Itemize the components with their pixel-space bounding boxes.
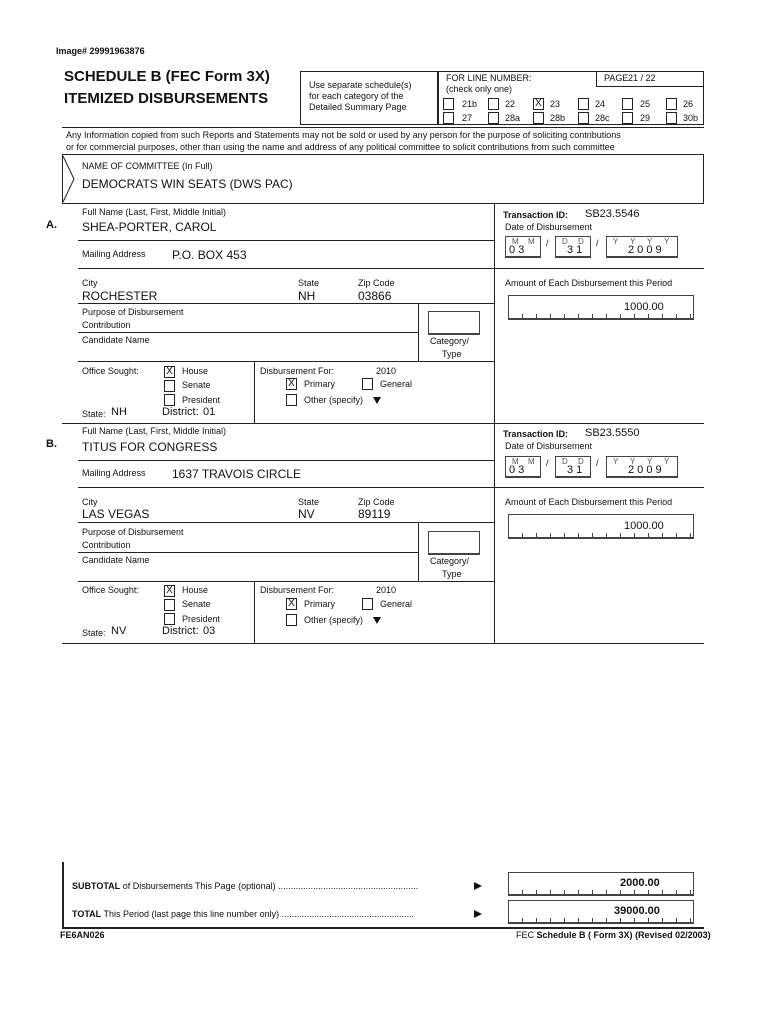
- instruction-line-3: Detailed Summary Page: [309, 102, 407, 112]
- date-year: 2 0 0 9: [628, 244, 662, 256]
- subtotal-value: 2000.00: [620, 877, 660, 889]
- senate-checkbox[interactable]: [164, 599, 175, 611]
- transaction-id-label: Transaction ID:: [503, 429, 569, 439]
- total-arrow-icon: [474, 910, 482, 918]
- instruction-line-2: for each category of the: [309, 91, 404, 101]
- totals-bottom-rule: [62, 927, 704, 929]
- amount-value: 1000.00: [624, 301, 664, 313]
- divider: [254, 581, 255, 643]
- subtotal-label: SUBTOTAL: [72, 881, 121, 891]
- total-value: 39000.00: [614, 905, 660, 917]
- president-label: President: [182, 395, 221, 405]
- line-27-checkbox[interactable]: [443, 112, 454, 124]
- primary-checkbox[interactable]: [286, 378, 297, 390]
- line-22-checkbox[interactable]: [488, 98, 499, 110]
- dropdown-triangle-icon[interactable]: [373, 397, 381, 404]
- rule: [78, 303, 494, 304]
- day-marker: D: [562, 457, 568, 466]
- general-label: General: [380, 599, 413, 609]
- year-marker: Y: [613, 457, 619, 466]
- rule: [78, 460, 494, 461]
- year-marker: Y: [664, 457, 670, 466]
- transaction-id-label: Transaction ID:: [503, 210, 569, 220]
- primary-label: Primary: [304, 379, 335, 389]
- year-marker: Y: [630, 457, 636, 466]
- subtotal-arrow-icon: [474, 882, 482, 890]
- rule: [78, 332, 418, 333]
- line-29-checkbox[interactable]: [622, 112, 633, 124]
- city-label: City: [82, 278, 98, 288]
- line-30b-checkbox[interactable]: [666, 112, 677, 124]
- zip-value: 89119: [358, 507, 391, 521]
- page-value: 21 / 22: [628, 73, 656, 83]
- other-checkbox[interactable]: [286, 614, 297, 626]
- full-name-label: Full Name (Last, First, Middle Initial): [82, 207, 227, 217]
- month-marker: M: [512, 237, 519, 246]
- footer-revised: (Revised 02/2003): [635, 930, 711, 940]
- mailing-label: Mailing Address: [82, 249, 146, 259]
- city-value: LAS VEGAS: [82, 507, 150, 521]
- zip-label: Zip Code: [358, 497, 395, 507]
- house-label: House: [182, 585, 209, 595]
- president-label: President: [182, 614, 221, 624]
- general-checkbox[interactable]: [362, 378, 373, 390]
- line-30b-label: 30b: [683, 113, 699, 123]
- other-label: Other (specify): [304, 615, 364, 625]
- line-21b-checkbox[interactable]: [443, 98, 454, 110]
- date-slash: /: [546, 458, 549, 468]
- line-26-checkbox[interactable]: [666, 98, 677, 110]
- house-label: House: [182, 366, 209, 376]
- total-text: This Period (last page this line number only) .....................................................: [103, 909, 415, 919]
- payee-name: SHEA-PORTER, CAROL: [82, 220, 217, 234]
- day-marker: D: [578, 457, 584, 466]
- senate-label: Senate: [182, 380, 211, 390]
- notice-line-1: Any Information copied from such Reports and Statements may not be sold or used by any person for the purpose of soliciting contributions: [66, 130, 621, 140]
- district-value: 03: [203, 625, 216, 637]
- state-label: State: [298, 278, 320, 288]
- form-title: SCHEDULE B (FEC Form 3X): [64, 68, 270, 85]
- entry-bottom-rule: [62, 643, 704, 644]
- purpose-label: Purpose of Disbursement: [82, 527, 184, 537]
- city-label: City: [82, 497, 98, 507]
- purpose-value: Contribution: [82, 320, 131, 330]
- primary-checkbox[interactable]: [286, 598, 297, 610]
- entry-letter: A.: [46, 219, 57, 231]
- general-checkbox[interactable]: [362, 598, 373, 610]
- primary-check-mark: X: [288, 598, 295, 609]
- line-23-checkbox[interactable]: [533, 98, 544, 110]
- city-value: ROCHESTER: [82, 289, 158, 303]
- election-year: 2010: [376, 366, 397, 376]
- disb-for-label: Disbursement For:: [260, 585, 335, 595]
- date-label: Date of Disbursement: [505, 441, 593, 451]
- rule: [494, 487, 704, 488]
- rule: [78, 268, 494, 269]
- senate-label: Senate: [182, 599, 211, 609]
- state-label-2: State:: [82, 409, 106, 419]
- form-subtitle: ITEMIZED DISBURSEMENTS: [64, 90, 269, 107]
- line-23-label: 23: [550, 99, 561, 109]
- divider: [494, 204, 495, 423]
- rule: [78, 522, 494, 523]
- rule: [78, 361, 494, 362]
- zip-value: 03866: [358, 289, 392, 303]
- entry-bottom-rule: [62, 423, 704, 424]
- president-checkbox[interactable]: [164, 613, 175, 625]
- subtotal-text: of Disbursements This Page (optional) ........................................................: [122, 881, 419, 891]
- year-marker: Y: [647, 457, 653, 466]
- category-code-box[interactable]: [428, 311, 480, 335]
- category-code-box[interactable]: [428, 531, 480, 555]
- election-year: 2010: [376, 585, 397, 595]
- transaction-id-value: SB23.5546: [585, 208, 640, 220]
- disb-for-label: Disbursement For:: [260, 366, 335, 376]
- line-28a-checkbox[interactable]: [488, 112, 499, 124]
- mailing-address: P.O. BOX 453: [172, 248, 247, 262]
- district-value: 01: [203, 406, 216, 418]
- date-day: 3 1: [567, 244, 583, 256]
- category-label: Category/: [430, 556, 470, 566]
- image-id: Image# 29991963876: [56, 46, 145, 56]
- transaction-id-value: SB23.5550: [585, 427, 640, 439]
- year-marker: Y: [630, 237, 636, 246]
- house-check-mark: X: [166, 585, 173, 596]
- other-label: Other (specify): [304, 395, 364, 405]
- senate-checkbox[interactable]: [164, 380, 175, 392]
- state-label: State: [298, 497, 320, 507]
- line-28a-label: 28a: [505, 113, 521, 123]
- page-label: PAGE: [604, 73, 629, 83]
- footer-form-prefix: FEC: [516, 930, 534, 940]
- line-number-subtitle: (check only one): [446, 84, 513, 94]
- president-checkbox[interactable]: [164, 394, 175, 406]
- rule: [78, 552, 418, 553]
- type-label: Type: [442, 569, 462, 579]
- totals-left-bar: [62, 862, 64, 928]
- line-number-title: FOR LINE NUMBER:: [446, 73, 532, 83]
- category-label: Category/: [430, 336, 470, 346]
- state-label-2: State:: [82, 628, 106, 638]
- house-check-mark: X: [166, 366, 173, 377]
- line-25-checkbox[interactable]: [622, 98, 633, 110]
- footer-code: FE6AN026: [60, 930, 105, 940]
- other-checkbox[interactable]: [286, 394, 297, 406]
- office-state-value: NV: [111, 625, 127, 637]
- state-value: NV: [298, 507, 315, 521]
- amount-value: 1000.00: [624, 520, 664, 532]
- line-29-label: 29: [640, 113, 651, 123]
- date-year: 2 0 0 9: [628, 464, 662, 476]
- committee-pointer-icon: [62, 154, 76, 204]
- line-28c-checkbox[interactable]: [578, 112, 589, 124]
- amount-box[interactable]: [508, 514, 694, 539]
- entry-letter: B.: [46, 438, 57, 450]
- mailing-address: 1637 TRAVOIS CIRCLE: [172, 467, 301, 481]
- total-amount-box[interactable]: [508, 900, 694, 924]
- line-24-label: 24: [595, 99, 606, 109]
- total-label: TOTAL: [72, 909, 102, 919]
- date-label: Date of Disbursement: [505, 222, 593, 232]
- house-checkbox[interactable]: [164, 585, 175, 597]
- total-row: [72, 909, 414, 919]
- amount-box[interactable]: [508, 295, 694, 320]
- primary-check-mark: X: [288, 378, 295, 389]
- instruction-line-1: Use separate schedule(s): [309, 80, 412, 90]
- district-label: District:: [162, 625, 199, 637]
- line-28b-checkbox[interactable]: [533, 112, 544, 124]
- line-22-label: 22: [505, 99, 516, 109]
- divider: [418, 303, 419, 361]
- month-marker: M: [528, 237, 535, 246]
- date-day: 3 1: [567, 464, 583, 476]
- day-marker: D: [578, 237, 584, 246]
- dropdown-triangle-icon[interactable]: [373, 617, 381, 624]
- divider: [494, 423, 495, 643]
- notice-line-2: or for commercial purposes, other than using the name and address of any political committee to solicit contributions from such committee: [66, 142, 615, 152]
- month-marker: M: [528, 457, 535, 466]
- subtotal-row: [72, 881, 418, 891]
- notice-top-rule: [62, 127, 704, 128]
- purpose-label: Purpose of Disbursement: [82, 307, 184, 317]
- payee-name: TITUS FOR CONGRESS: [82, 440, 218, 454]
- zip-label: Zip Code: [358, 278, 395, 288]
- year-marker: Y: [664, 237, 670, 246]
- date-slash: /: [546, 238, 549, 248]
- rule: [78, 240, 494, 241]
- date-month: 0 3: [509, 244, 525, 256]
- line-26-label: 26: [683, 99, 694, 109]
- office-state-value: NH: [111, 406, 127, 418]
- divider: [254, 361, 255, 423]
- office-label: Office Sought:: [82, 585, 139, 595]
- amount-label: Amount of Each Disbursement this Period: [505, 497, 673, 507]
- month-marker: M: [512, 457, 519, 466]
- year-marker: Y: [647, 237, 653, 246]
- line-21b-label: 21b: [462, 99, 478, 109]
- rule: [78, 581, 494, 582]
- district-label: District:: [162, 406, 199, 418]
- line-24-checkbox[interactable]: [578, 98, 589, 110]
- rule: [494, 268, 704, 269]
- full-name-label: Full Name (Last, First, Middle Initial): [82, 426, 227, 436]
- rule: [78, 487, 494, 488]
- candidate-label: Candidate Name: [82, 335, 150, 345]
- date-slash: /: [596, 238, 599, 248]
- primary-label: Primary: [304, 599, 335, 609]
- purpose-value: Contribution: [82, 540, 131, 550]
- amount-label: Amount of Each Disbursement this Period: [505, 278, 673, 288]
- house-checkbox[interactable]: [164, 366, 175, 378]
- type-label: Type: [442, 349, 462, 359]
- candidate-label: Candidate Name: [82, 555, 150, 565]
- committee-label: NAME OF COMMITTEE (In Full): [82, 161, 213, 171]
- date-month: 0 3: [509, 464, 525, 476]
- line-27-label: 27: [462, 113, 473, 123]
- line-28c-label: 28c: [595, 113, 610, 123]
- footer-form: [516, 930, 711, 940]
- date-slash: /: [596, 458, 599, 468]
- general-label: General: [380, 379, 413, 389]
- state-value: NH: [298, 289, 316, 303]
- footer-form-name: Schedule B ( Form 3X): [536, 930, 633, 940]
- committee-name: DEMOCRATS WIN SEATS (DWS PAC): [82, 177, 293, 191]
- divider: [418, 522, 419, 581]
- office-label: Office Sought:: [82, 366, 139, 376]
- line-25-label: 25: [640, 99, 651, 109]
- line-28b-label: 28b: [550, 113, 566, 123]
- subtotal-amount-box[interactable]: [508, 872, 694, 896]
- line-23-check-mark: X: [535, 98, 542, 109]
- mailing-label: Mailing Address: [82, 468, 146, 478]
- day-marker: D: [562, 237, 568, 246]
- year-marker: Y: [613, 237, 619, 246]
